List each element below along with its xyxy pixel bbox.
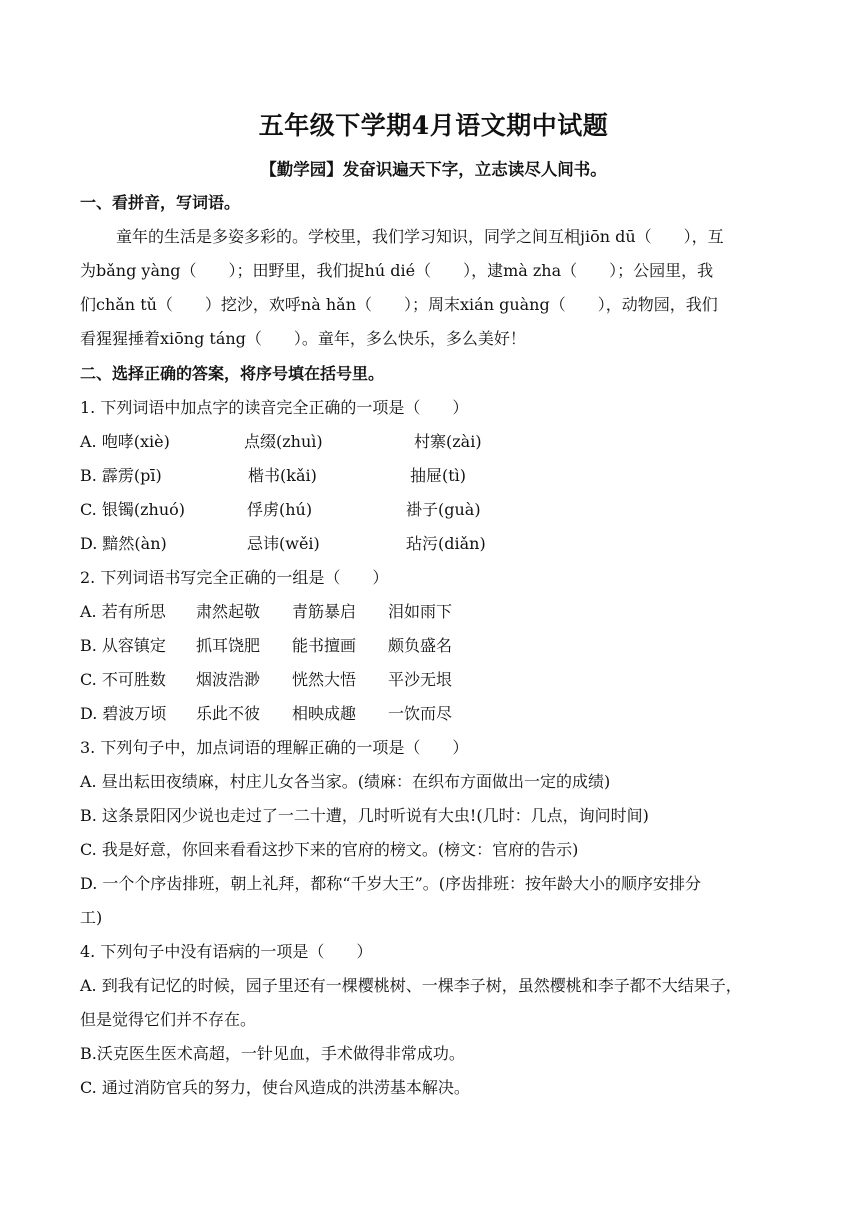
option-line: B.沃克医生医术高超，一针见血，手术做得非常成功。 [80,1044,465,1063]
option-cell: D. 碧波万顷 [80,704,167,723]
page-title: 五年级下学期4月语文期中试题 [258,111,609,140]
option-cell: B. 从容镇定 [80,636,166,655]
option-cell: 点缀(zhuì) [244,432,323,451]
option-cell: 颇负盛名 [388,636,453,655]
question-stem: 2. 下列词语书写完全正确的一组是（ ） [80,568,389,587]
option-cell: 烟波浩渺 [196,670,261,689]
motto: 【勤学园】发奋识遍天下字，立志读尽人间书。 [260,160,607,179]
option-cell: 俘虏(hú) [247,500,313,519]
question-stem: 3. 下列句子中，加点词语的理解正确的一项是（ ） [80,738,469,757]
question-stem: 1. 下列词语中加点字的读音完全正确的一项是（ ） [80,398,469,417]
option-row [80,431,482,453]
option-cell: 村寨(zài) [414,432,482,451]
option-line: 工) [80,908,103,927]
option-row [80,533,486,555]
option-row [80,499,481,521]
option-cell: 玷污(diǎn) [406,534,486,553]
option-cell: A. 若有所思 [80,602,166,621]
option-cell: 褂子(guà) [406,500,481,519]
option-cell: A. 咆哮(xiè) [80,432,170,451]
paragraph-line: 们chǎn tǔ（ ）挖沙，欢呼nà hǎn（ ）；周末xián guàng（ ），动物园，我们 [80,295,718,314]
paragraph-line: 看猩猩捶着xiōng táng（ ）。童年，多么快乐，多么美好！ [80,329,526,348]
option-line: A. 到我有记忆的时候，园子里还有一棵樱桃树、一棵李子树，虽然樱桃和李子都不大结果子， [80,976,742,995]
option-row [80,635,452,657]
option-row [80,669,452,691]
option-line: 但是觉得它们并不存在。 [80,1010,257,1029]
option-line: A. 昼出耘田夜绩麻，村庄儿女各当家。(绩麻：在织布方面做出一定的成绩) [80,772,611,791]
section2-heading: 二、选择正确的答案，将序号填在括号里。 [80,364,385,383]
option-line: B. 这条景阳冈少说也走过了一二十遭，几时听说有大虫!(几时：几点，询问时间) [80,806,649,825]
option-cell: 能书擅画 [292,636,357,655]
option-cell: 肃然起敬 [196,602,261,621]
option-cell: 相映成趣 [292,704,357,723]
paragraph-line: 为bǎng yàng（ ）；田野里，我们捉hú dié（ ），逮mà zha（ ）；公园里，我 [80,261,714,280]
option-row [80,465,466,487]
question-stem: 4. 下列句子中没有语病的一项是（ ） [80,942,373,961]
option-line: D. 一个个序齿排班，朝上礼拜，都称“千岁大王”。(序齿排班：按年龄大小的顺序安排分 [80,874,702,893]
option-row [80,703,452,725]
option-cell: 楷书(kǎi) [248,466,317,485]
option-cell: B. 霹雳(pī) [80,466,162,485]
option-cell: 青筋暴启 [292,602,357,621]
option-cell: 一饮而尽 [388,704,453,723]
option-cell: D. 黯然(àn) [80,534,167,553]
option-cell: 泪如雨下 [388,602,453,621]
option-cell: C. 银镯(zhuó) [80,500,186,519]
option-cell: 忌讳(wěi) [247,534,320,553]
option-cell: 抓耳饶肥 [196,636,261,655]
paragraph-line: 童年的生活是多姿多彩的。学校里，我们学习知识，同学之间互相jiōn dū（ ），互 [116,227,724,246]
option-line: C. 通过消防官兵的努力，使台风造成的洪涝基本解决。 [80,1078,470,1097]
option-cell: 平沙无垠 [388,670,453,689]
option-cell: C. 不可胜数 [80,670,166,689]
option-cell: 抽屉(tì) [410,466,467,485]
option-cell: 乐此不彼 [196,704,261,723]
option-cell: 恍然大悟 [292,670,357,689]
option-line: C. 我是好意，你回来看看这抄下来的官府的榜文。(榜文：官府的告示) [80,840,579,859]
section1-heading: 一、看拼音，写词语。 [80,193,241,212]
option-row [80,601,452,623]
